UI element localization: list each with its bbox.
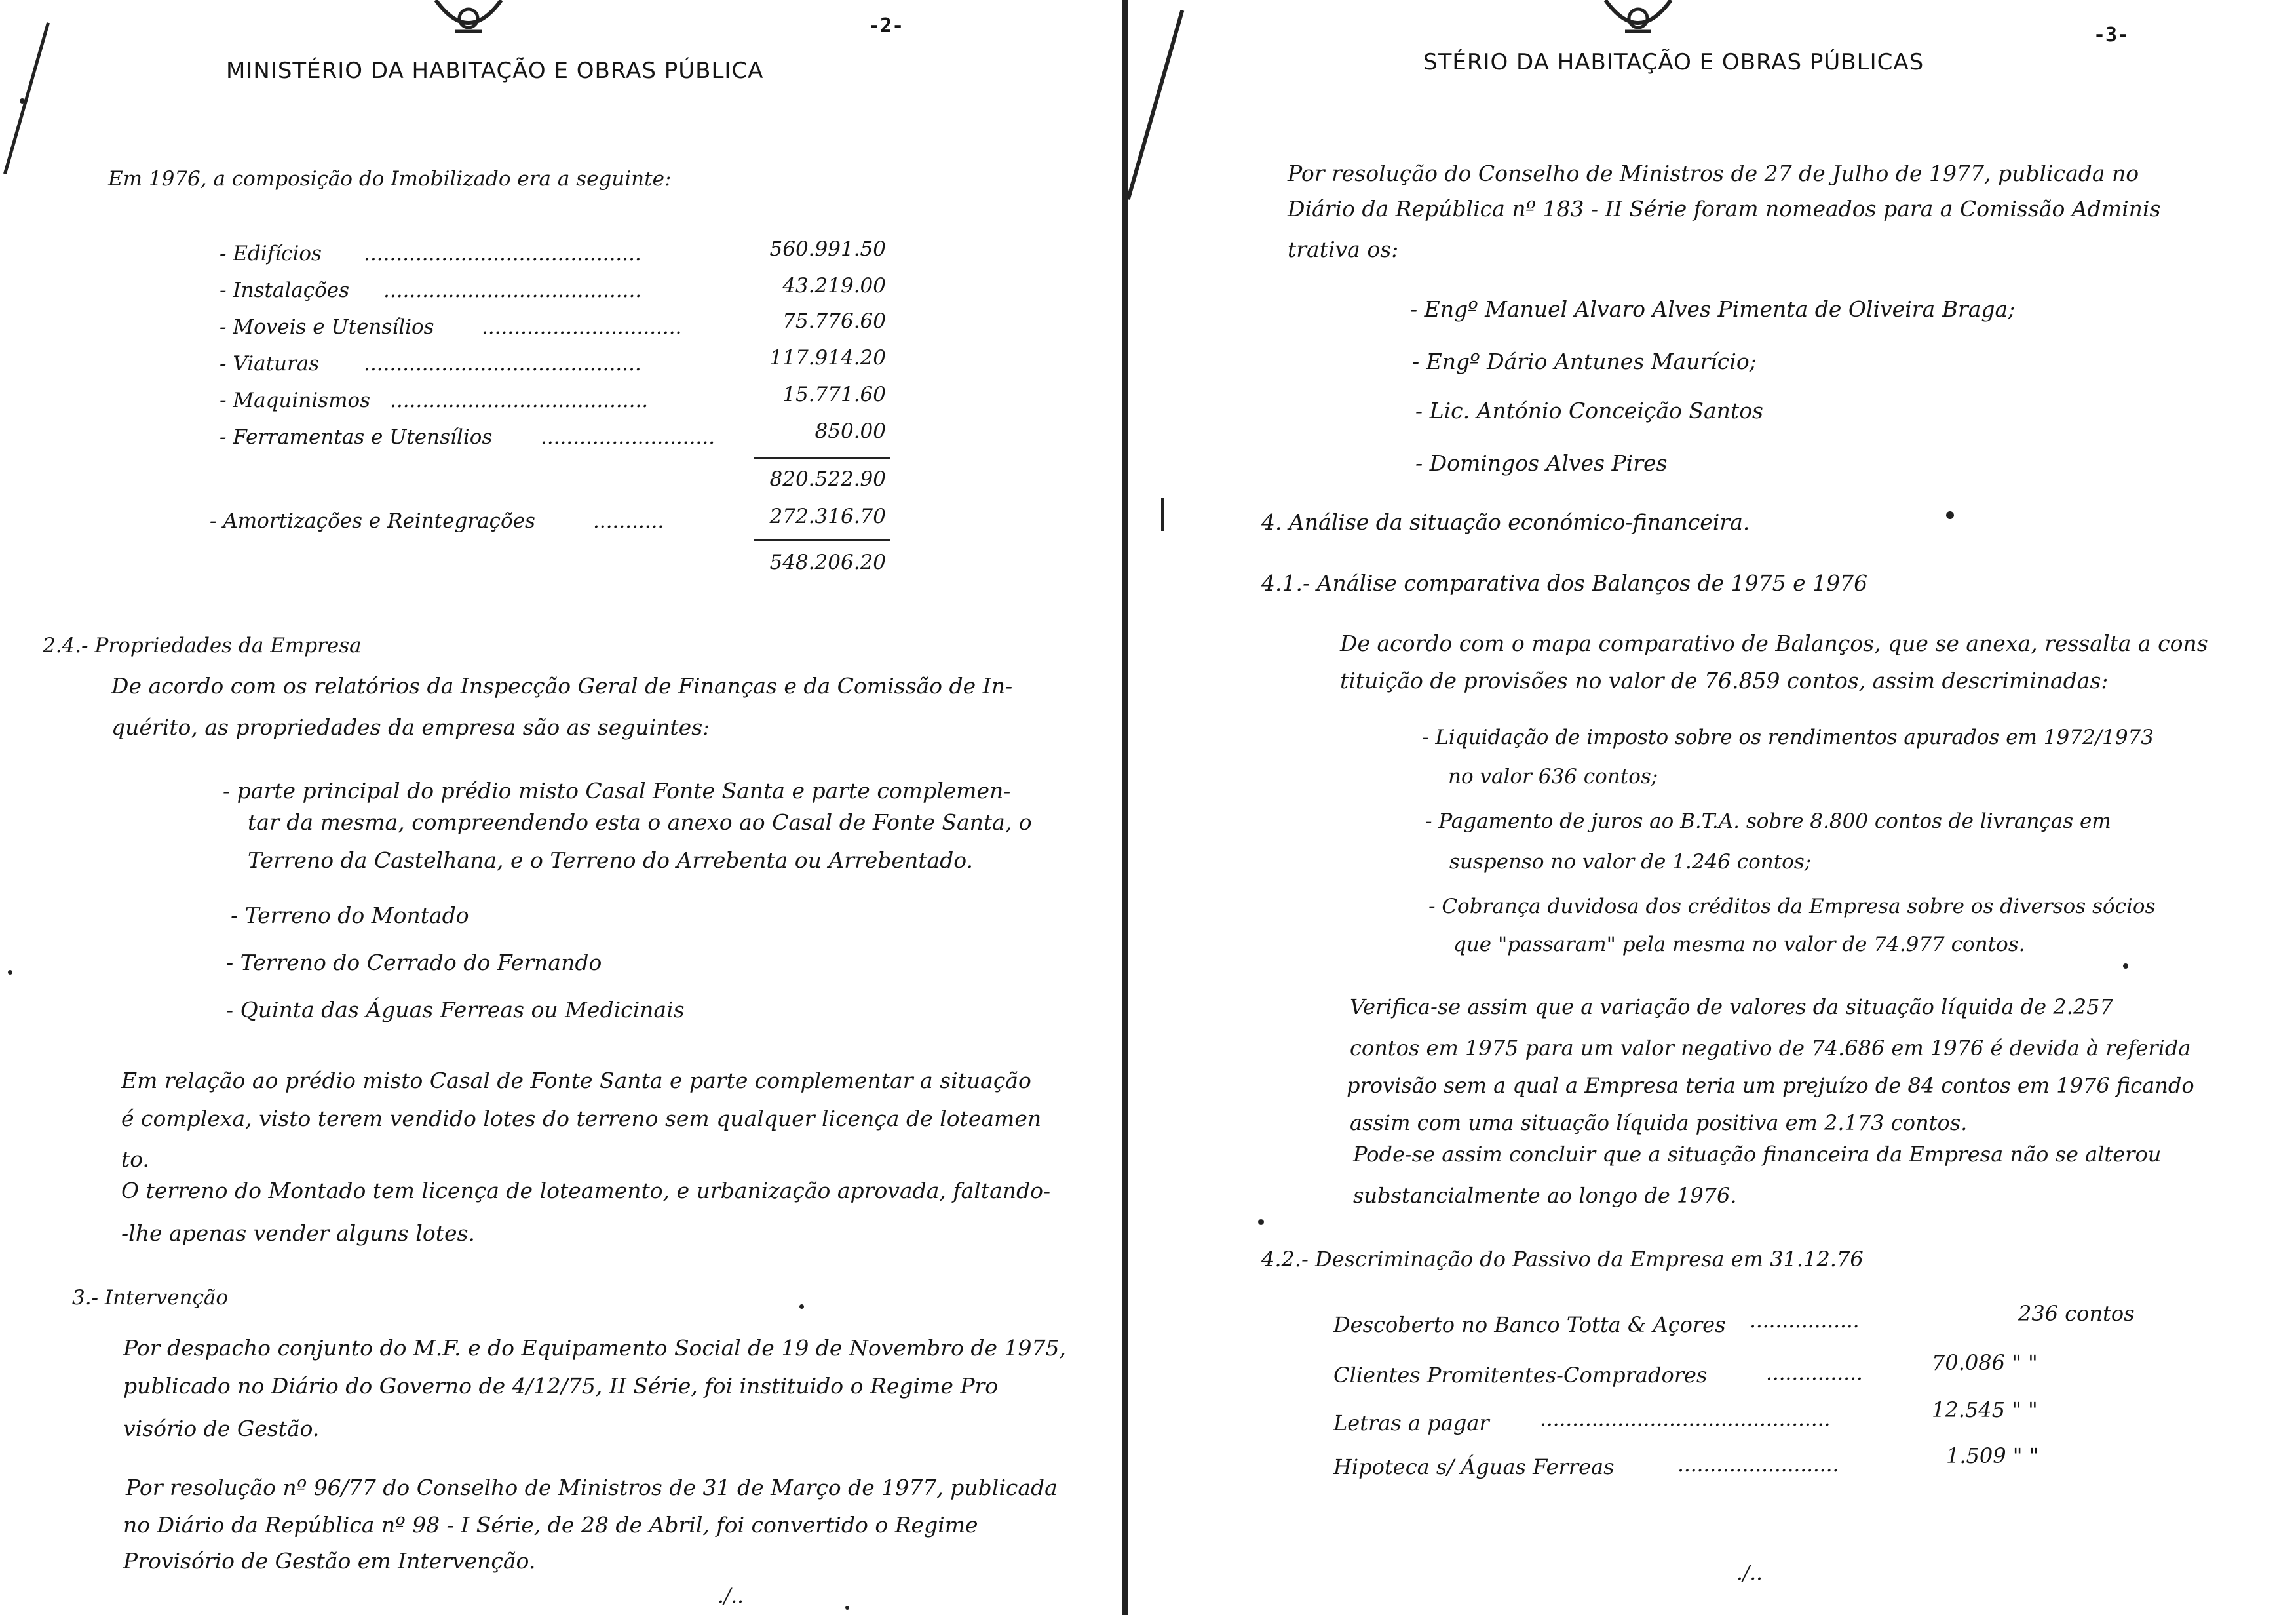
- scan-speck: [1946, 511, 1954, 519]
- asset-value: 560.991.50: [769, 237, 886, 261]
- paragraph-line: De acordo com o mapa comparativo de Balanços, que se anexa, ressalta a cons: [1340, 631, 2208, 656]
- property-item: - Terreno do Montado: [231, 903, 469, 928]
- asset-value: 75.776.60: [782, 309, 886, 333]
- asset-leader: ........................................: [390, 389, 649, 412]
- asset-leader: ........................................: [383, 279, 642, 302]
- paragraph-line: Em relação ao prédio misto Casal de Fonte Santa e parte complementar a situação: [121, 1068, 1031, 1093]
- ministry-header: MINISTÉRIO DA HABITAÇÃO E OBRAS PÚBLICA: [226, 58, 764, 84]
- paragraph-line: Por resolução do Conselho de Ministros de 27 de Julho de 1977, publicada no: [1288, 161, 2139, 186]
- provision-item: - Liquidação de imposto sobre os rendimentos apurados em 1972/1973: [1422, 726, 2154, 749]
- paragraph-line: visório de Gestão.: [123, 1416, 320, 1441]
- continuation-mark: ./..: [1736, 1561, 1763, 1585]
- liability-value: 70.086 " ": [1932, 1350, 2038, 1375]
- scan-speck: [845, 1606, 849, 1610]
- section-4-2-title: 4.2.- Descriminação do Passivo da Empresa em 31.12.76: [1261, 1247, 1864, 1272]
- paragraph-line: tituição de provisões no valor de 76.859 contos, assim descriminadas:: [1340, 668, 2109, 693]
- paragraph-line: assim com uma situação líquida positiva em 2.173 contos.: [1350, 1110, 1968, 1135]
- scan-speck: [799, 1304, 804, 1309]
- asset-value: 117.914.20: [769, 346, 886, 370]
- provision-item: que "passaram" pela mesma no valor de 74.977 contos.: [1453, 933, 2025, 956]
- asset-subtotal: 820.522.90: [769, 467, 886, 491]
- liability-label: Descoberto no Banco Totta & Açores: [1333, 1312, 1726, 1337]
- paragraph-line: quérito, as propriedades da empresa são as seguintes:: [111, 714, 710, 740]
- property-item: tar da mesma, compreendendo esta o anexo ao Casal de Fonte Santa, o: [248, 809, 1032, 835]
- provision-item: - Cobrança duvidosa dos créditos da Empresa sobre os diversos sócios: [1428, 895, 2156, 918]
- liability-leader: .............................................: [1540, 1407, 1831, 1431]
- property-item: Terreno da Castelhana, e o Terreno do Arrebenta ou Arrebentado.: [248, 847, 974, 873]
- paragraph-line: De acordo com os relatórios da Inspecção Geral de Finanças e da Comissão de In-: [111, 673, 1013, 699]
- page-number: -2-: [868, 14, 904, 37]
- asset-leader: ...........: [593, 509, 664, 533]
- liability-value: 1.509 " ": [1946, 1443, 2039, 1468]
- asset-total: 548.206.20: [769, 551, 886, 574]
- coat-of-arms-icon: [423, 0, 514, 39]
- provision-item: suspenso no valor de 1.246 contos;: [1449, 850, 1812, 874]
- section-4-1-title: 4.1.- Análise comparativa dos Balanços de 1975 e 1976: [1261, 570, 1868, 596]
- scan-speck: [2123, 963, 2128, 969]
- margin-stroke: [3, 22, 50, 174]
- paragraph-line: trativa os:: [1288, 237, 1399, 262]
- asset-label: - Ferramentas e Utensílios: [220, 425, 493, 449]
- paragraph-line: no Diário da República nº 98 - I Série, de 28 de Abril, foi convertido o Regime: [123, 1512, 978, 1538]
- section-2-4-title: 2.4.- Propriedades da Empresa: [43, 634, 362, 657]
- scan-speck: [1258, 1219, 1264, 1225]
- section-4-title: 4. Análise da situação económico-financeira.: [1261, 509, 1750, 535]
- asset-label: - Moveis e Utensílios: [220, 315, 434, 339]
- asset-leader: ...........................................: [364, 242, 641, 265]
- paragraph-line: -lhe apenas vender alguns lotes.: [121, 1220, 475, 1246]
- provision-item: no valor 636 contos;: [1448, 765, 1658, 788]
- total-rule: [754, 539, 890, 541]
- provision-item: - Pagamento de juros ao B.T.A. sobre 8.800 contos de livranças em: [1425, 809, 2111, 833]
- paragraph-line: Diário da República nº 183 - II Série foram nomeados para a Comissão Adminis: [1288, 196, 2161, 222]
- continuation-mark: ./..: [718, 1584, 744, 1608]
- margin-stroke: [1126, 10, 1184, 200]
- liability-label: Letras a pagar: [1333, 1411, 1489, 1435]
- member-item: - Domingos Alves Pires: [1415, 450, 1668, 476]
- paragraph-line: substancialmente ao longo de 1976.: [1353, 1183, 1737, 1208]
- paragraph-line: O terreno do Montado tem licença de loteamento, e urbanização aprovada, faltando-: [121, 1178, 1051, 1203]
- property-item: - parte principal do prédio misto Casal Fonte Santa e parte complemen-: [223, 778, 1011, 804]
- asset-leader: ...........................: [541, 425, 716, 449]
- paragraph-line: é complexa, visto terem vendido lotes do terreno sem qualquer licença de loteamen: [121, 1106, 1042, 1131]
- asset-label: - Edifícios: [220, 242, 322, 265]
- ministry-header: STÉRIO DA HABITAÇÃO E OBRAS PÚBLICAS: [1423, 49, 1924, 75]
- paragraph-line: contos em 1975 para um valor negativo de 74.686 em 1976 é devida à referida: [1350, 1036, 2191, 1060]
- right-page: [1134, 0, 2296, 1615]
- property-item: - Quinta das Águas Ferreas ou Medicinais: [226, 997, 685, 1022]
- paragraph-line: publicado no Diário do Governo de 4/12/75, II Série, foi instituido o Regime Pro: [123, 1373, 999, 1399]
- amortization-value: 272.316.70: [769, 505, 886, 528]
- asset-value: 15.771.60: [782, 383, 886, 406]
- scan-speck: [8, 970, 12, 975]
- section-3-title: 3.- Intervenção: [72, 1286, 229, 1310]
- member-item: - Engº Manuel Alvaro Alves Pimenta de Oliveira Braga;: [1410, 296, 2016, 322]
- scan-speck: [20, 98, 25, 104]
- liability-leader: ...............: [1766, 1361, 1863, 1385]
- member-item: - Lic. António Conceição Santos: [1415, 398, 1763, 423]
- liability-leader: .........................: [1677, 1453, 1839, 1477]
- page-number: -3-: [2094, 24, 2130, 47]
- liability-label: Clientes Promitentes-Compradores: [1333, 1363, 1708, 1388]
- asset-value: 850.00: [814, 419, 886, 443]
- asset-leader: ...............................: [482, 315, 682, 339]
- coat-of-arms-icon: [1592, 0, 1684, 39]
- paragraph-line: Provisório de Gestão em Intervenção.: [123, 1548, 536, 1574]
- asset-label: - Instalações: [220, 279, 350, 302]
- paragraph-line: Verifica-se assim que a variação de valores da situação líquida de 2.257: [1350, 994, 2113, 1019]
- liability-value: 236 contos: [2018, 1301, 2135, 1326]
- member-item: - Engº Dário Antunes Maurício;: [1412, 349, 1757, 374]
- asset-label: - Viaturas: [220, 352, 320, 376]
- left-page: [0, 0, 1127, 1615]
- paragraph-line: Pode-se assim concluir que a situação financeira da Empresa não se alterou: [1353, 1142, 2162, 1167]
- paragraph-line: Por despacho conjunto do M.F. e do Equipamento Social de 19 de Novembro de 1975,: [123, 1335, 1067, 1361]
- asset-leader: ...........................................: [364, 352, 641, 376]
- asset-label: - Maquinismos: [220, 389, 371, 412]
- property-item: - Terreno do Cerrado do Fernando: [226, 950, 602, 975]
- liability-leader: .................: [1750, 1309, 1860, 1333]
- amortization-label: - Amortizações e Reintegrações: [210, 509, 535, 533]
- liability-label: Hipoteca s/ Águas Ferreas: [1333, 1454, 1615, 1479]
- paragraph-line: Por resolução nº 96/77 do Conselho de Ministros de 31 de Março de 1977, publicada: [126, 1475, 1058, 1500]
- liability-value: 12.545 " ": [1932, 1397, 2038, 1422]
- intro-text: Em 1976, a composição do Imobilizado era a seguinte:: [108, 167, 672, 191]
- paragraph-line: provisão sem a qual a Empresa teria um prejuízo de 84 contos em 1976 ficando: [1347, 1073, 2194, 1098]
- margin-stroke: [1161, 498, 1164, 531]
- paragraph-line: to.: [121, 1146, 150, 1172]
- subtotal-rule: [754, 457, 890, 459]
- asset-value: 43.219.00: [782, 274, 886, 298]
